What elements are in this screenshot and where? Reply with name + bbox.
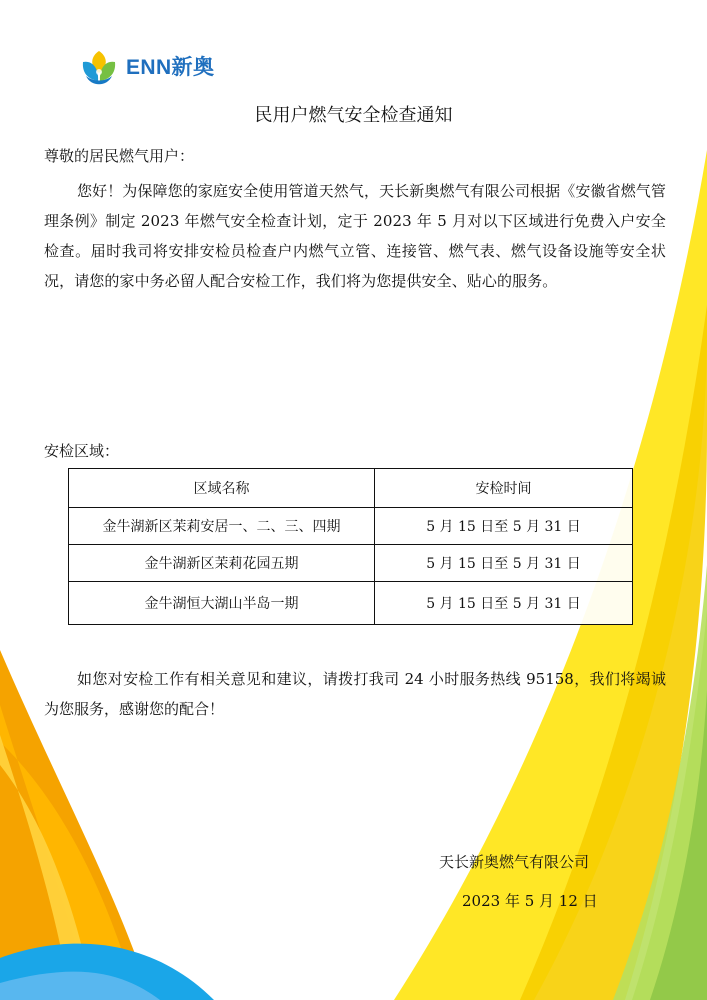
enn-logo-icon — [78, 48, 120, 90]
area-name-cell: 金牛湖新区茉莉花园五期 — [69, 545, 375, 582]
company-signature: 天长新奥燃气有限公司 — [439, 853, 590, 871]
notice-title: 民用户燃气安全检查通知 — [254, 105, 453, 126]
area-name-cell: 金牛湖恒大湖山半岛一期 — [69, 582, 375, 625]
table-row — [69, 582, 633, 625]
area-name-header: 区域名称 — [69, 469, 375, 508]
inspection-time-header: 安检时间 — [375, 469, 633, 508]
inspection-time-cell: 5 月 15 日至 5 月 31 日 — [375, 545, 633, 582]
brand-logo — [78, 48, 228, 92]
table-row — [69, 545, 633, 582]
inspection-schedule-table — [68, 468, 633, 625]
notice-body: 您好！为保障您的家庭安全使用管道天然气，天长新奥燃气有限公司根据《安徽省燃气管理条例》制定 2023 年燃气安全检查计划，定于 2023 年 5 月对以下区域进行免费入户安全检查。届时我司将安排安检员检查户内燃气立管、连接管、燃气表、燃气设备设施等安全状况，请您的家中务必留人配合安检工作，我们将为您提供安全、贴心的服务。 — [44, 182, 666, 290]
inspection-area-label: 安检区域： — [44, 442, 120, 460]
table-header-row — [69, 469, 633, 508]
brand-logo-text: ENN新奥 — [126, 56, 215, 79]
notice-date: 2023 年 5 月 12 日 — [462, 892, 598, 910]
closing-paragraph: 如您对安检工作有相关意见和建议，请拨打我司 24 小时服务热线 95158，我们将竭诚为您服务，感谢您的配合！ — [44, 670, 666, 718]
area-name-cell: 金牛湖新区茉莉安居一、二、三、四期 — [69, 508, 375, 545]
salutation: 尊敬的居民燃气用户： — [44, 147, 195, 165]
inspection-time-cell: 5 月 15 日至 5 月 31 日 — [375, 582, 633, 625]
inspection-time-cell: 5 月 15 日至 5 月 31 日 — [375, 508, 633, 545]
table-row — [69, 508, 633, 545]
